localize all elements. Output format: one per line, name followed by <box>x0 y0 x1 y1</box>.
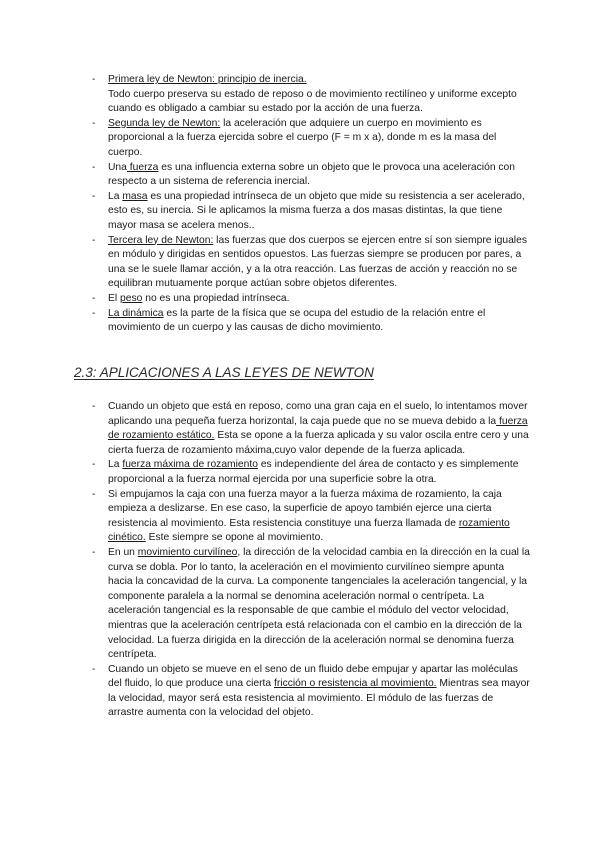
newton-applications-list <box>92 400 530 721</box>
newton-laws-list <box>92 73 530 336</box>
list-item: - Si empujamos la caja con una fuerza mayor a la fuerza máxima de rozamiento, la caja empieza a deslizarse. En ese caso, la superficie de apoyo también ejerce una cierta resistencia al movimiento. Esta resistencia constituye una fuerza llamada de rozamiento cinético. Este siempre se opone al movimiento. <box>92 488 510 544</box>
list-item: - Cuando un objeto se mueve en el seno de un fluido debe empujar y apartar las moléculas del fluido, lo que produce una cierta fricción o resistencia al movimiento. Mientras sea mayor la velocidad, mayor será esta resistencia al movimiento. El módulo de las fuerzas de arrastre aumenta con la velocidad del objeto. <box>92 663 530 719</box>
term-underlined: Tercera ley de Newton: <box>108 234 214 246</box>
term-underlined: fuerza máxima de rozamiento <box>122 459 258 471</box>
list-item: - El peso no es una propiedad intrínseca. <box>92 292 290 304</box>
list-item: - Tercera ley de Newton: las fuerzas que dos cuerpos se ejercen entre sí son siempre iguales en módulo y dirigidas en sentidos opuestos. Las fuerzas siempre se producen por pares, a una se le suele llamar acción, y a la otra reacción. Las fuerzas de acción y reacción no se equilibran mutuamente porque actúan sobre objetos diferentes. <box>92 234 527 290</box>
term-underlined: movimiento curvilíneo <box>137 546 238 558</box>
section-heading: 2.3: APLICACIONES A LAS LEYES DE NEWTON <box>74 365 374 380</box>
term-underlined: La dinámica <box>108 307 164 319</box>
term-underlined: masa <box>122 190 148 202</box>
term-underlined: rozamiento cinético. <box>108 517 510 544</box>
term-underlined: fricción o resistencia al movimiento. <box>274 678 437 690</box>
term-underlined: peso <box>120 292 143 304</box>
term-underlined: Primera ley de Newton: principio de inercia. <box>108 74 307 85</box>
list-item: - La masa es una propiedad intrínseca de un objeto que mide su resistencia a ser acelerado, esto es, su inercia. Si le aplicamos la misma fuerza a dos masas distintas, la que tiene mayor masa se acelera menos.. <box>92 190 525 231</box>
list-item-detail: Todo cuerpo preserva su estado de reposo o de movimiento rectilíneo y uniforme excepto cuando es obligado a cambiar su estado por la acción de una fuerza. <box>108 88 517 115</box>
list-item: - Primera ley de Newton: principio de inercia. Todo cuerpo preserva su estado de reposo o de movimiento rectilíneo y uniforme excepto cuando es obligado a cambiar su estado por la acción de una fuerza. <box>92 74 517 115</box>
term-underlined: Segunda ley de Newton: <box>108 117 221 129</box>
list-item: - La fuerza máxima de rozamiento es independiente del área de contacto y es simplemente proporcional a la fuerza normal ejercida por una superficie sobre la otra. <box>92 459 519 485</box>
list-item: - Cuando un objeto que está en reposo, como una gran caja en el suelo, lo intentamos mover aplicando una pequeña fuerza horizontal, la caja puede que no se mueva debido a la fuerza de rozamiento estático. Esta se opone a la fuerza aplicada y su valor oscila entre cero y una cierta fuerza de rozamiento máxima,cuyo valor depende de la fuerza aplicada. <box>92 401 529 456</box>
term-underlined: fuerza <box>126 161 159 173</box>
term-underlined: fuerza de rozamiento estático. <box>108 415 528 442</box>
list-item: - Una fuerza es una influencia externa sobre un objeto que le provoca una aceleración con respecto a un sistema de referencia inercial. <box>92 161 516 188</box>
list-item: - Segunda ley de Newton: la aceleración que adquiere un cuerpo en movimiento es proporcional a la fuerza ejercida sobre el cuerpo (F = m x a), donde m es la masa del cuerpo. <box>92 117 497 158</box>
list-item: - La dinámica es la parte de la física que se ocupa del estudio de la relación entre el movimiento de un cuerpo y las causas de dicho movimiento. <box>92 307 486 334</box>
list-item: - En un movimiento curvilíneo, la dirección de la velocidad cambia en la dirección en la cual la curva se dobla. Por lo tanto, la aceleración en el movimiento curvilíneo siempre apunta hacia la concavidad de la curva. La componente tangenciales la aceleración tangencial, y la componente paralela a la normal se denomina aceleración normal o centrípeta. La aceleración tangencial es la responsable de que cambie el módulo del vector velocidad, mientras que la aceleración centrípeta está relacionada con el cambio en la dirección de la velocidad. La fuerza dirigida en la dirección de la aceleración normal se denomina fuerza centrípeta. <box>92 546 530 661</box>
